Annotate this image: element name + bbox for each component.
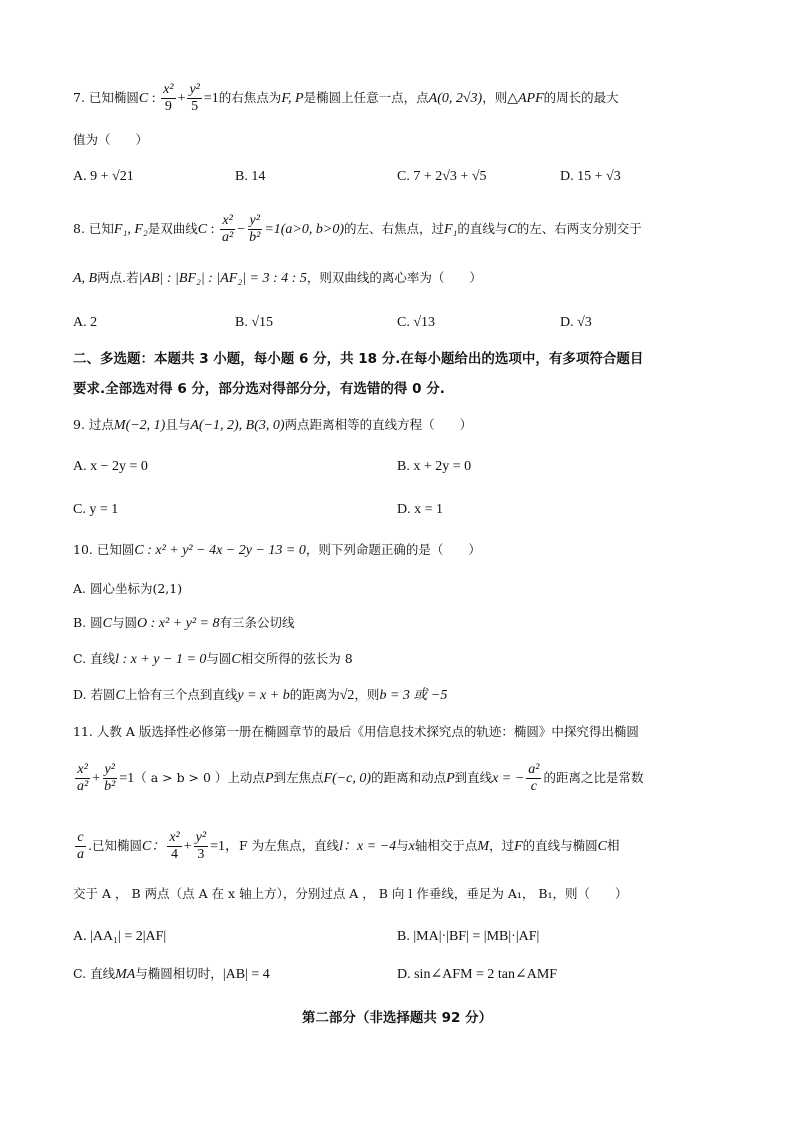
q7-stem-line1: 7. 已知椭圆C : $\frac{\text{x²}}{9}$ + $\frac{\text{y²}}{5}$ =1的右焦点为F, P是椭圆上任意一点，点A(0, 2√3)，则△APF的周长的最大 — [73, 82, 619, 115]
q7-option-d: D. 15 + √3 — [560, 169, 621, 184]
q7-text: 7. 已知椭圆 — [73, 90, 139, 106]
q8-frac2: $\frac{\text{y²}}{\text{b²}}$ — [249, 213, 261, 246]
q11-option-d: D. sin∠AFM = 2 tan∠AMF — [397, 967, 558, 982]
q8-option-b: B. √15 — [235, 315, 274, 330]
q9-option-a: A. x − 2y = 0 — [73, 459, 148, 474]
q11-frac4: $\frac{\text{x²}}{4}$ — [169, 830, 180, 863]
q7-ellipse-label: C — [138, 91, 149, 107]
q8-option-d: D. √3 — [560, 315, 592, 330]
q11-stem-line4: 交于 A ， B 两点（点 A 在 x 轴上方），分别过点 A ， B 向 l 作垂线，垂足为 A₁， B₁，则（ ） — [73, 886, 628, 901]
q11-option-a: A. |AA₁| = 2|AF| — [73, 929, 167, 944]
q9-stem: 9. 过点M(−2, 1)且与A(−1, 2), B(3, 0)两点距离相等的直线方程（ ） — [73, 417, 473, 433]
q10-option-b: B. 圆C与圆O : x² + y² = 8有三条公切线 — [73, 615, 295, 631]
q7-point-a: A(0, 2√3) — [428, 91, 483, 107]
q11-option-b: B. |MA|·|BF| = |MB|·|AF| — [397, 929, 540, 944]
q11-frac5: $\frac{\text{y²}}{3}$ — [195, 830, 207, 863]
part2-heading: 第二部分（非选择题共 92 分） — [301, 1010, 493, 1026]
q11-frac-ca: $\frac{c}{a}$ — [77, 830, 84, 863]
q10-option-c: C. 直线l : x + y − 1 = 0与圆C相交所得的弦长为 8 — [73, 651, 353, 667]
q8-stem-line1: 8. 已知F₁, F₂是双曲线C : $\frac{\text{x²}}{\text{a²}}$ − $\frac{\text{y²}}{\text{b²}}$ =1(a>0, b>0)的左、右焦点，过F₁的直线与C的左、右两支分别交于 — [73, 213, 642, 246]
q11-stem-line1: 11. 人教 A 版选择性必修第一册在椭圆章节的最后《用信息技术探究点的轨迹：椭圆》中探究得出椭圆 — [73, 724, 639, 739]
q7-frac2: $\frac{\text{y²}}{5}$ — [189, 82, 200, 115]
q11-stem-line3: $\frac{c}{a}$ .已知椭圆C： $\frac{\text{x²}}{4}$ + $\frac{\text{y²}}{3}$ =1，F 为左焦点，直线l：x = −4与x轴相交于点M，过F的直线与椭圆C相 — [77, 830, 620, 863]
q11-option-c: C. 直线MA与椭圆相切时，|AB| = 4 — [73, 966, 270, 982]
q8-option-c: C. √13 — [397, 315, 436, 330]
q10-stem: 10. 已知圆C : x² + y² − 4x − 2y − 13 = 0，则下列命题正确的是（ ） — [73, 542, 481, 558]
q10-option-d: D. 若圆C上恰有三个点到直线y = x + b的距离为√2，则b = 3 或 −5 — [73, 687, 448, 703]
q7-stem-line2: 值为（ ） — [73, 132, 149, 147]
section2-heading-line1: 二、多选题：本题共 3 小题，每小题 6 分，共 18 分.在每小题给出的选项中，有多项符合题目 — [73, 351, 644, 367]
q8-stem-line2: A, B两点.若|AB| : |BF₂| : |AF₂| = 3 : 4 : 5，则双曲线的离心率为（ ） — [73, 270, 482, 286]
q7-option-b: B. 14 — [235, 169, 266, 184]
q7-option-a: A. 9 + √21 — [73, 169, 134, 184]
q11-frac2: $\frac{\text{y²}}{\text{b²}}$ — [104, 762, 116, 795]
q11-frac1: $\frac{\text{x²}}{\text{a²}}$ — [77, 762, 89, 795]
q7-option-c: C. 7 + 2√3 + √5 — [397, 169, 487, 184]
q9-option-b: B. x + 2y = 0 — [397, 459, 472, 474]
q8-frac1: $\frac{\text{x²}}{\text{a²}}$ — [222, 213, 234, 246]
q8-ratio: |AB| : |BF₂| : |AF₂| = 3 : 4 : 5 — [138, 271, 307, 286]
q9-option-d: D. x = 1 — [397, 502, 444, 517]
section2-heading-line2: 要求.全部选对得 6 分，部分选对得部分分，有选错的得 0 分. — [73, 381, 445, 397]
q8-option-a: A. 2 — [73, 315, 98, 330]
q11-frac3: $\frac{\text{a²}}{c}$ — [528, 762, 540, 795]
q7-frac1: $\frac{\text{x²}}{9}$ — [163, 82, 174, 115]
q10-option-a: A. 圆心坐标为(2,1) — [73, 581, 183, 596]
q11-stem-line2: $\frac{\text{x²}}{\text{a²}}$ + $\frac{\text{y²}}{\text{b²}}$ =1（ a > b > 0 ）上动点P到左焦点F(−c, 0)的距离和动点P到直线x = − $\frac{\text{a²}}{c}$ 的距离之比是常数 — [77, 762, 644, 795]
q9-option-c: C. y = 1 — [73, 502, 119, 517]
